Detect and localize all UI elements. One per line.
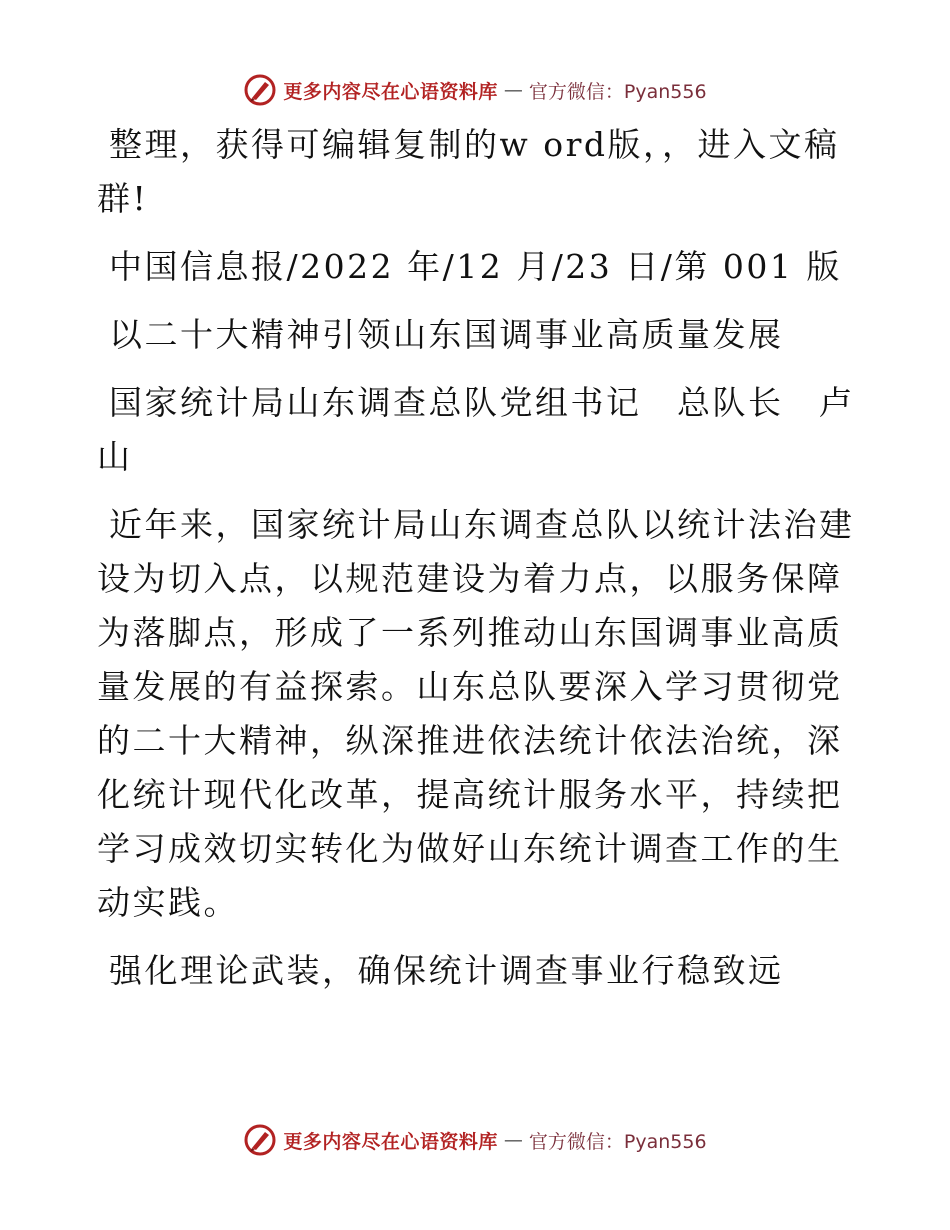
banner-dash: — <box>503 79 523 101</box>
promo-text: 更多内容尽在心语资料库 <box>283 1130 498 1153</box>
article-title: 以二十大精神引领山东国调事业高质量发展 <box>109 315 784 354</box>
banner-inner <box>243 73 706 107</box>
body-paragraph: 近年来，国家统计局山东调查总队以统计法治建设为切入点，以规范建设为着力点，以服务保障为落脚点，形成了一系列推动山东国调事业高质量发展的有益探索。山东总队要深入学习贯彻党的二十大精神，纵深推进依法统计依法治统，深化统计现代化改革，提高统计服务水平，持续把学习成效切实转化为做好山东统计调查工作的生动实践。 <box>97 505 855 922</box>
quill-pen-logo-icon <box>243 1123 277 1157</box>
banner-inner <box>243 1123 706 1157</box>
banner-dash: — <box>503 1129 523 1151</box>
contact-text: 官方微信：Pyan556 <box>528 1130 707 1153</box>
section-heading: 强化理论武装，确保统计调查事业行稳致远 <box>109 951 784 990</box>
source-line: 中国信息报/2022 年/12 月/23 日/第 001 版 <box>109 247 842 286</box>
contact-text: 官方微信：Pyan556 <box>528 80 707 103</box>
top-watermark-banner <box>0 70 950 110</box>
quill-pen-logo-icon <box>243 73 277 107</box>
document-body <box>97 118 857 1012</box>
promo-text: 更多内容尽在心语资料库 <box>283 80 498 103</box>
intro-paragraph: 整理，获得可编辑复制的w ord版，，进入文稿群! <box>97 125 840 218</box>
bottom-watermark-banner <box>0 1120 950 1160</box>
author-line: 国家统计局山东调查总队党组书记 总队长 卢山 <box>97 383 855 476</box>
